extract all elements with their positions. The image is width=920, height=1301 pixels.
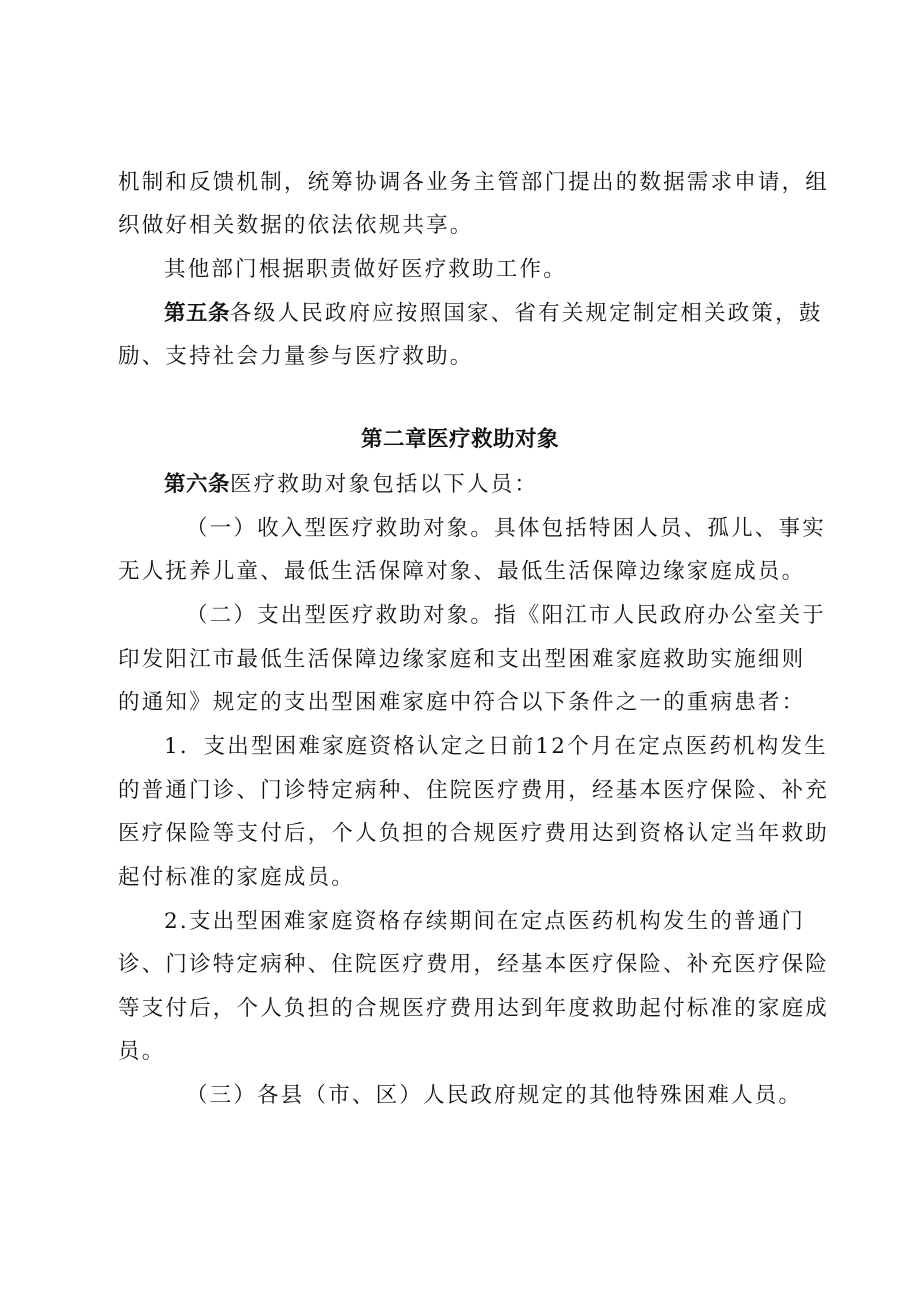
body-line: 的普通门诊、门诊特定病种、住院医疗费用，经基本医疗保险、补充 — [118, 778, 830, 803]
item-1-first-line: （一）收入型医疗救助对象。具体包括特困人员、孤儿、事实 — [186, 516, 826, 541]
body-line: 员。 — [118, 1039, 166, 1064]
body-line: 机制和反馈机制，统筹协调各业务主管部门提出的数据需求申请，组 — [118, 170, 830, 195]
article-5-first-line — [164, 299, 823, 329]
body-line: 等支付后，个人负担的合规医疗费用达到年度救助起付标准的家庭成 — [118, 996, 830, 1021]
body-line: 织做好相关数据的依法依规共享。 — [118, 213, 474, 238]
article-5-label: 第五条 — [164, 301, 231, 326]
article-6-first-line — [164, 470, 538, 500]
chapter-heading: 第二章医疗救助对象 — [360, 427, 559, 452]
body-line: 无人抚养儿童、最低生活保障对象、最低生活保障边缘家庭成员。 — [118, 559, 806, 584]
body-line: 励、支持社会力量参与医疗救助。 — [118, 344, 474, 369]
body-line: 的通知》规定的支出型困难家庭中符合以下条件之一的重病患者： — [118, 690, 806, 715]
body-line: 起付标准的家庭成员。 — [118, 865, 356, 890]
body-line: 印发阳江市最低生活保障边缘家庭和支出型困难家庭救助实施细则 — [118, 647, 806, 672]
subitem-2-first-line: 2.支出型困难家庭资格存续期间在定点医药机构发生的普通门 — [164, 909, 806, 934]
article-6-text: 医疗救助对象包括以下人员： — [230, 472, 539, 497]
article-5-text: 各级人民政府应按照国家、省有关规定制定相关政策，鼓 — [230, 301, 823, 326]
body-line: 医疗保险等支付后，个人负担的合规医疗费用达到资格认定当年救助 — [118, 821, 830, 846]
body-line: 诊、门诊特定病种、住院医疗费用，经基本医疗保险、补充医疗保险 — [118, 952, 830, 977]
article-6-label: 第六条 — [164, 472, 231, 497]
subitem-1-first-line: 1．支出型困难家庭资格认定之日前12个月在定点医药机构发生 — [164, 734, 828, 759]
paragraph-other-departments: 其他部门根据职责做好医疗救助工作。 — [164, 257, 567, 282]
item-2-first-line: （二）支出型医疗救助对象。指《阳江市人民政府办公室关于 — [186, 603, 826, 628]
item-3-line: （三）各县（市、区）人民政府规定的其他特殊困难人员。 — [186, 1083, 803, 1108]
